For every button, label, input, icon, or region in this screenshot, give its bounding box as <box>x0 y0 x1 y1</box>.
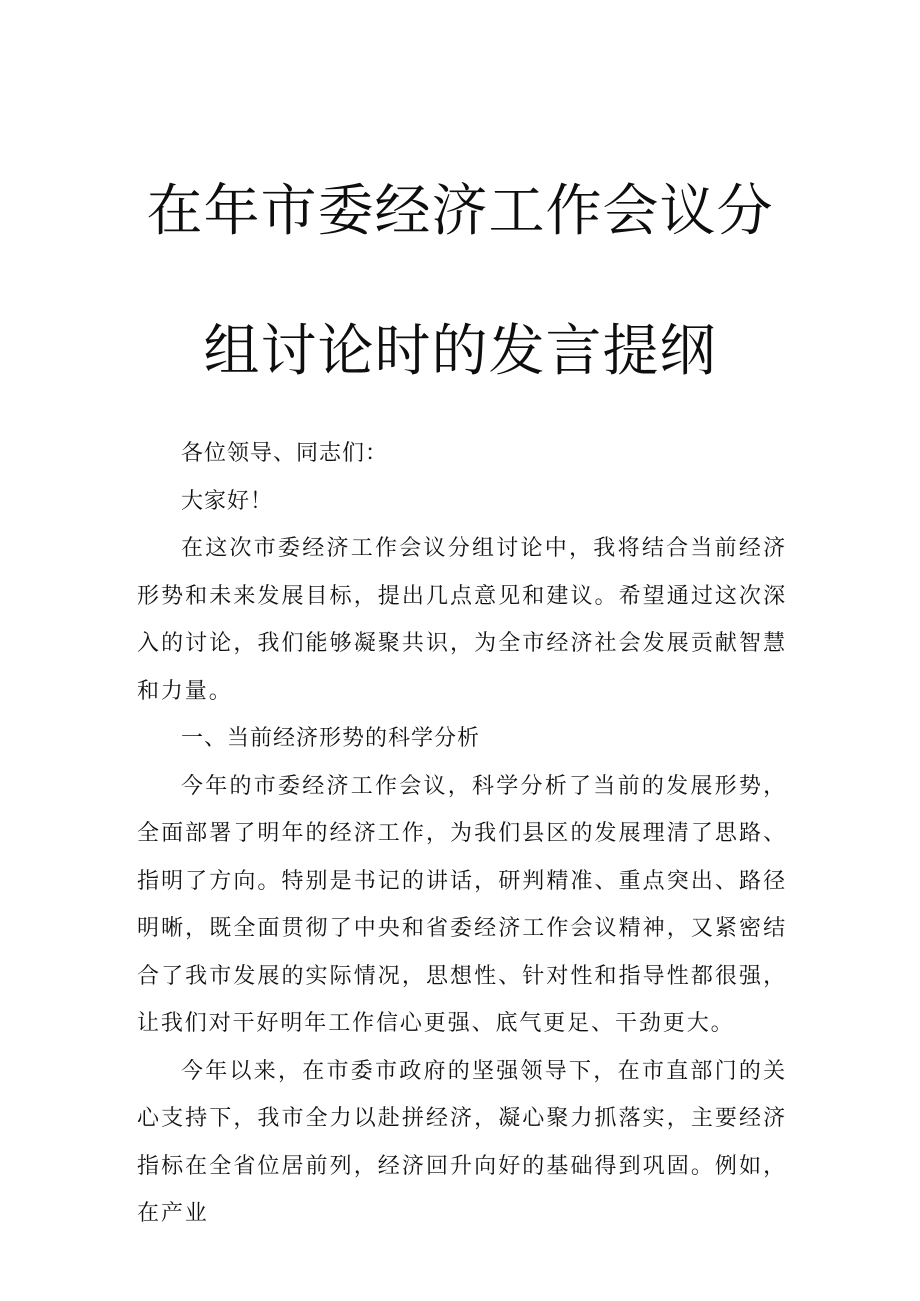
document-title-line-2: 组讨论时的发言提纲 <box>203 319 717 384</box>
document-title-line-1: 在年市委经济工作会议分 <box>146 179 774 244</box>
paragraph-analysis: 今年的市委经济工作会议，科学分析了当前的发展形势，全面部署了明年的经济工作，为我们县区的发展理清了思路、指明了方向。特别是书记的讲话，研判精准、重点突出、路径明晰，既全面贯彻了中央和省委经济工作会议精神，又紧密结合了我市发展的实际情况，思想性、针对性和指导性都很强，让我们对干好明年工作信心更强、底气更足、干劲更大。 <box>137 773 787 1036</box>
paragraph-progress: 今年以来，在市委市政府的坚强领导下，在市直部门的关心支持下，我市全力以赴拼经济，凝心聚力抓落实，主要经济指标在全省位居前列，经济回升向好的基础得到巩固。例如，在产业 <box>137 1058 787 1226</box>
paragraph-intro: 在这次市委经济工作会议分组讨论中，我将结合当前经济形势和未来发展目标，提出几点意见和建议。希望通过这次深入的讨论，我们能够凝聚共识，为全市经济社会发展贡献智慧和力量。 <box>137 536 787 704</box>
salutation: 各位领导、同志们： <box>181 441 389 466</box>
section-heading: 一、当前经济形势的科学分析 <box>181 726 481 751</box>
greeting: 大家好！ <box>181 488 274 514</box>
document-body <box>137 430 787 1238</box>
